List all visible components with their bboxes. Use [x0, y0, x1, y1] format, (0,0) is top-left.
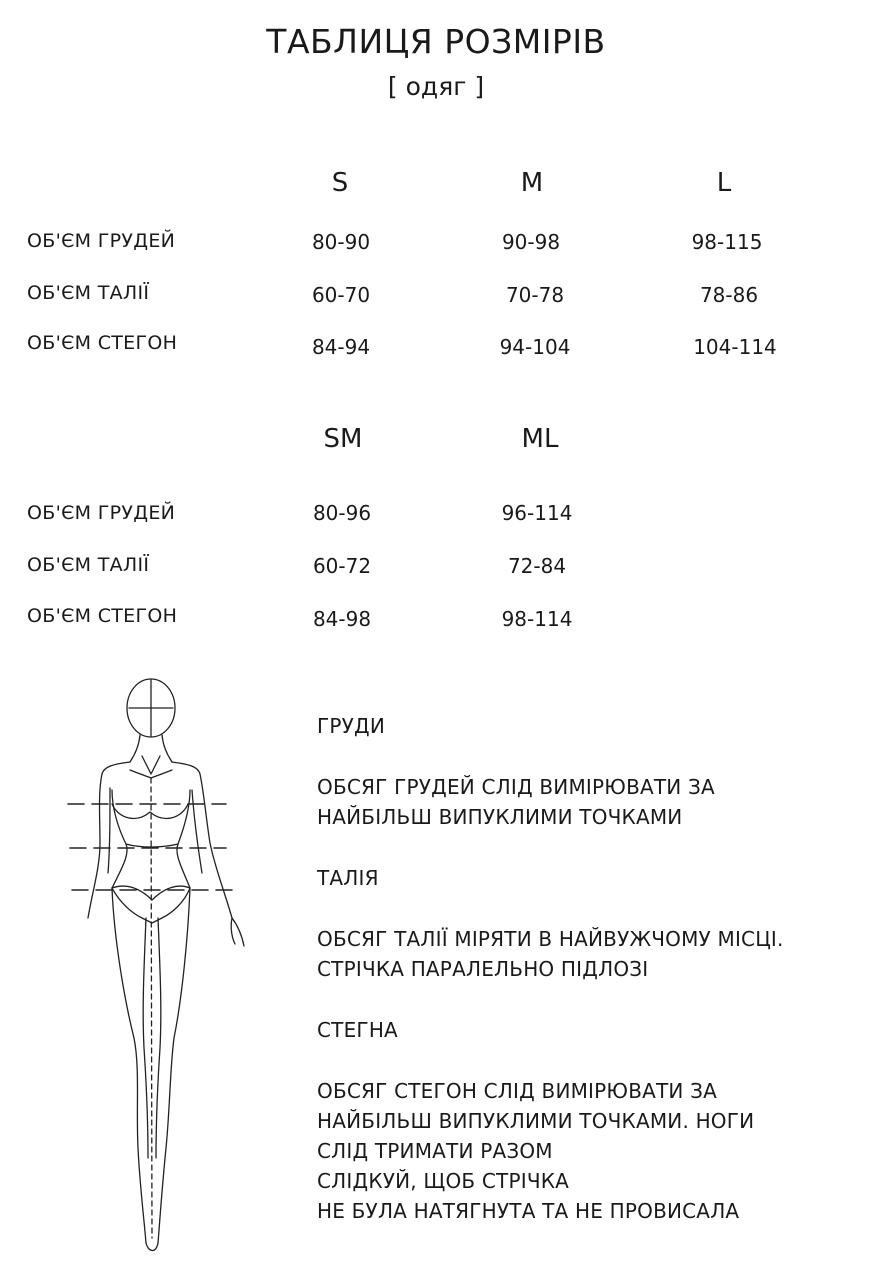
- hips-text-line: ОБСЯГ СТЕГОН СЛІД ВИМІРЮВАТИ ЗА: [317, 1079, 718, 1103]
- value-cell: 90-98: [501, 230, 561, 254]
- measure-guide: [317, 711, 784, 1226]
- waist-text-line: СТРІЧКА ПАРАЛЕЛЬНО ПІДЛОЗІ: [317, 957, 649, 981]
- value-cell: 96-114: [501, 501, 573, 525]
- row-label-waist: ОБ'ЄМ ТАЛІЇ: [27, 282, 150, 304]
- value-cell: 98-115: [691, 230, 763, 254]
- value-cell: 94-104: [499, 335, 571, 359]
- chest-text-line: НАЙБІЛЬШ ВИПУКЛИМИ ТОЧКАМИ: [317, 805, 683, 829]
- value-cell: 60-72: [312, 554, 372, 578]
- size-header-s: S: [331, 168, 349, 198]
- hips-text-line: СЛІД ТРИМАТИ РАЗОМ: [317, 1139, 553, 1163]
- value-cell: 80-90: [311, 230, 371, 254]
- size-header-m: M: [520, 168, 544, 198]
- value-cell: 78-86: [699, 283, 759, 307]
- hips-text-line: СЛІДКУЙ, ЩОБ СТРІЧКА: [317, 1169, 570, 1193]
- hips-heading: СТЕГНА: [317, 1018, 398, 1042]
- chest-heading: ГРУДИ: [317, 714, 386, 738]
- row-label-chest: ОБ'ЄМ ГРУДЕЙ: [27, 502, 176, 524]
- row-label-chest: ОБ'ЄМ ГРУДЕЙ: [27, 230, 176, 252]
- size-header-sm: SM: [323, 424, 363, 454]
- waist-heading: ТАЛІЯ: [317, 866, 379, 890]
- value-cell: 84-98: [312, 607, 372, 631]
- size-header-ml: ML: [521, 424, 559, 454]
- page-subtitle: [ одяг ]: [387, 72, 485, 101]
- value-cell: 84-94: [311, 335, 371, 359]
- value-cell: 70-78: [505, 283, 565, 307]
- waist-text-line: ОБСЯГ ТАЛІЇ МІРЯТИ В НАЙВУЖЧОМУ МІСЦІ.: [317, 927, 784, 951]
- row-label-waist: ОБ'ЄМ ТАЛІЇ: [27, 554, 150, 576]
- fashion-croquis-figure-icon: [60, 678, 260, 1256]
- page-title: ТАБЛИЦЯ РОЗМІРІВ: [266, 22, 606, 61]
- size-header-l: L: [716, 168, 732, 198]
- hips-text-line: НЕ БУЛА НАТЯГНУТА ТА НЕ ПРОВИСАЛА: [317, 1199, 740, 1223]
- chest-text-line: ОБСЯГ ГРУДЕЙ СЛІД ВИМІРЮВАТИ ЗА: [317, 775, 715, 799]
- row-label-hips: ОБ'ЄМ СТЕГОН: [27, 332, 178, 354]
- row-label-hips: ОБ'ЄМ СТЕГОН: [27, 605, 178, 627]
- value-cell: 60-70: [311, 283, 371, 307]
- value-cell: 104-114: [693, 335, 777, 359]
- value-cell: 80-96: [312, 501, 372, 525]
- hips-text-line: НАЙБІЛЬШ ВИПУКЛИМИ ТОЧКАМИ. НОГИ: [317, 1109, 755, 1133]
- value-cell: 72-84: [507, 554, 567, 578]
- value-cell: 98-114: [501, 607, 573, 631]
